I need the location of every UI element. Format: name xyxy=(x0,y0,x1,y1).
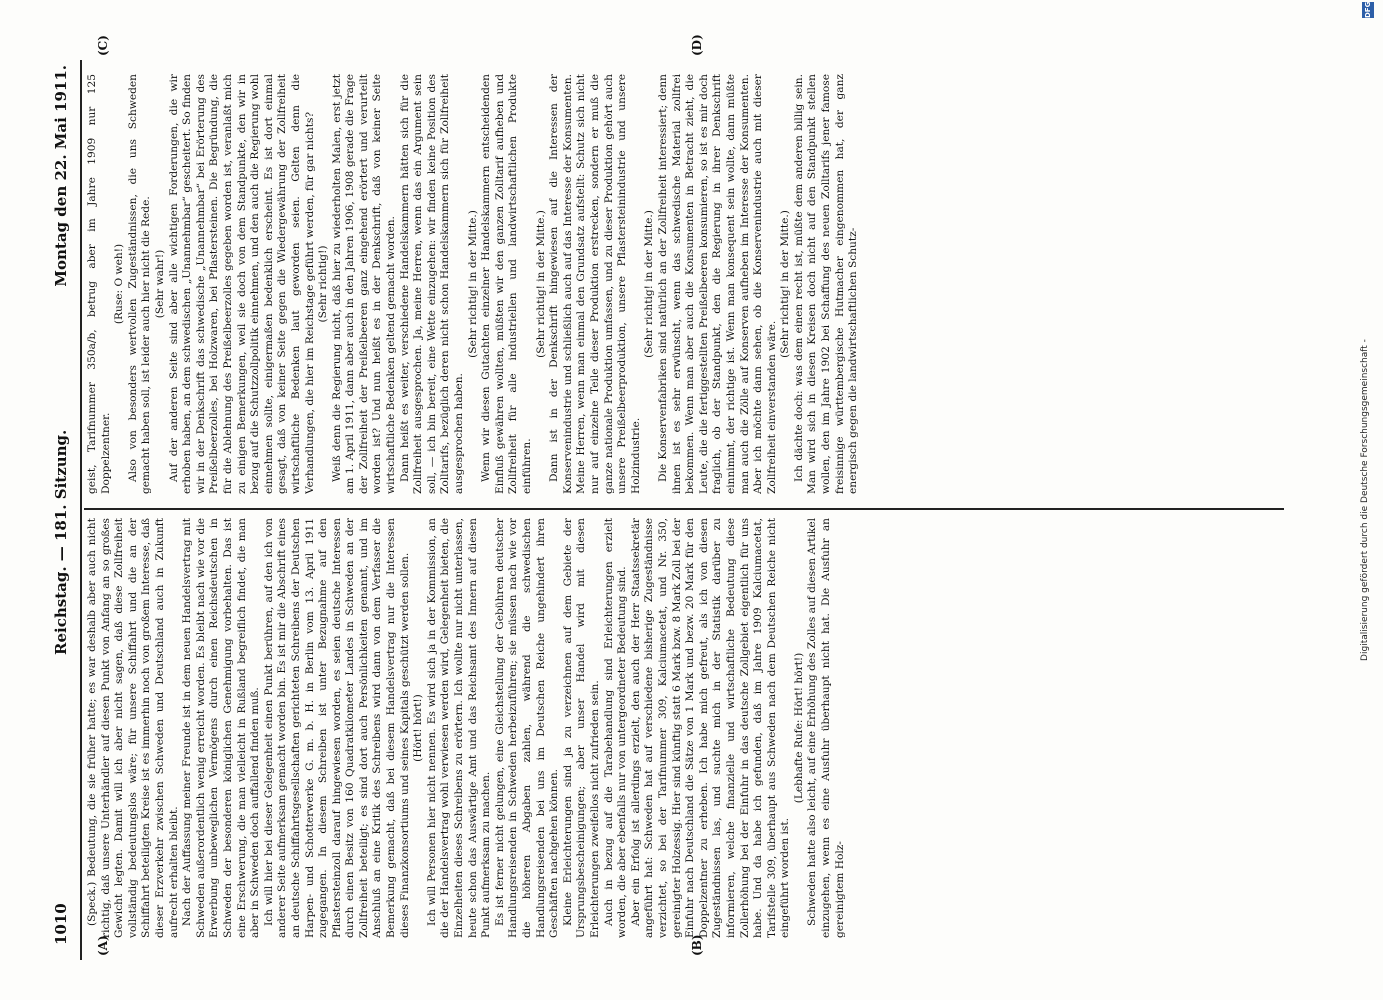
right-text-column xyxy=(86,74,1281,494)
paragraph: Auf der anderen Seite sind aber alle wichtigen Forderungen, die wir erhoben haben, an dem schwedischen „Unannehmbar“ gescheitert. So finden wir in der Denkschrift das schwedische „Unannehmbar“ bei Erörterung des Preißelbeerzolles, bei Holzwaren, bei Pflastersteinen. Die Begründung, die für die Ablehnung des Preißelbeerzolles gegeben worden ist, veranlaßt mich zu einigen Bemerkungen, weil sie doch von dem Standpunkte, den wir in bezug auf die Schutzzollpolitik einnehmen, und den auch die Regierung wohl einnehmen sollte, einigermaßen bedenklich erscheint. Es ist dort einmal gesagt, daß von keiner Seite gegen die Wiedergewährung der Zollfreiheit wirtschaftliche Bedenken laut geworden seien. Gelten denn die Verhandlungen, die hier im Reichstage geführt werden, für gar nichts? xyxy=(167,74,316,494)
paragraph: Es ist ferner nicht gelungen, eine Gleichstellung der Gebühren deutscher Handlungsreisenden in Schweden herbeizuführen; sie müssen nach wie vor die höheren Abgaben zahlen, während die schwedischen Handlungsreisenden bei uns im Deutschen Reiche ungehindert ihren Geschäften nachgehen können. xyxy=(493,518,561,938)
paragraph: geist, Tarifnummer 350a/b, betrug aber im Jahre 1909 nur 125 Doppelzentner. xyxy=(86,74,112,494)
paragraph: Nach der Auffassung meiner Freunde ist in dem neuen Handelsvertrag mit Schweden außerordentlich wenig erreicht worden. Es bleibt nach wie vor die Erwerbung unbeweglichen Vermögens durch einen Reichsdeutschen in Schweden der besonderen königlichen Genehmigung vorbehalten. Das ist eine Erschwerung, die man vielleicht in Rußland begreiflich findet, die man aber in Schweden doch auffallend finden muß. xyxy=(181,518,262,938)
paragraph: Ich will Personen hier nicht nennen. Es wird sich ja in der Kommission, an die der Handelsvertrag wohl verwiesen werden wird, Gelegenheit bieten, die Einzelheiten dieses Schreibens zu erörtern. Ich wollte nur nicht unterlassen, heute schon das Auswärtige Amt und das Reichsamt des Innern auf diesen Punkt aufmerksam zu machen. xyxy=(425,518,493,938)
interjection: (Sehr richtig!) xyxy=(317,245,330,323)
left-text-column xyxy=(86,518,1281,938)
column-divider xyxy=(84,508,1284,510)
paragraph: Auch in bezug auf die Tarabehandlung sind Erleichterungen erzielt worden, die aber ebenfalls nur von untergeordneter Bedeutung sind. xyxy=(602,518,629,938)
margin-mark-a: (A) xyxy=(96,935,110,956)
paragraph: Dann heißt es weiter, verschiedene Handelskammern hätten sich für die Zollfreiheit ausgesprochen. Ja, meine Herren, wenn das ein Argument sein soll, — ich bin bereit, eine Wette einzugehen: wir finden keine Position des Zolltarifs, bezüglich deren nicht schon Handelskammern sich für Zollfreiheit ausgesprochen haben. xyxy=(398,74,466,494)
interjection: (Hört! hört!) xyxy=(412,694,425,762)
paragraph: Kleine Erleichterungen sind ja zu verzeichnen auf dem Gebiete der Ursprungsbescheinigungen; aber unser Handel wird mit diesen Erleichterungen zweifellos nicht zufrieden sein. xyxy=(561,518,601,938)
paragraph: Wenn wir diesen Gutachten einzelner Handelskammern entscheidenden Einfluß gewähren wollten, müßten wir den ganzen Zolltarif aufheben und Zollfreiheit für alle industriellen und landwirtschaftlichen Produkte einführen. xyxy=(480,74,533,494)
interjection: (Sehr richtig! in der Mitte.) xyxy=(466,210,479,358)
header-rule xyxy=(80,60,82,960)
interjection: (Sehr richtig! in der Mitte.) xyxy=(534,210,547,358)
paragraph: Ich will hier bei dieser Gelegenheit einen Punkt berühren, auf den ich von anderer Seite aufmerksam gemacht worden bin. Es ist mir die Abschrift eines an deutsche Schiffahrtsgesellschaften gerichteten Schreibens der Deutschen Harpen- und Schotterwerke G. m. b. H. in Berlin vom 13. April 1911 zugegangen. In diesem Schreiben ist unter Bezugnahme auf den Pflastersteinzoll darauf hingewiesen worden, es seien deutsche Interessen durch einen Besitz von 160 Quadratkilometer Landes in Schweden an der Zollfreiheit beteiligt; es sind dort auch Persönlichkeiten genannt, und im Anschluß an eine Kritik des Schreibens wird dann von dem Verfasser die Bemerkung gemacht, daß bei diesem Handelsvertrag nur die Interessen dieses Finanzkonsortiums und seines Kapitals geschützt werden sollen. xyxy=(262,518,411,938)
interjection: (Lebhafte Rufe: Hört! hört!) xyxy=(792,652,805,804)
interjection: (Sehr wahr!) xyxy=(153,249,166,319)
digitization-credit: Digitalisierung gefördert durch die Deutsche Forschungsgemeinschaft - xyxy=(1360,339,1370,661)
session-title: Reichstag. — 181. Sitzung. xyxy=(52,429,70,655)
paragraph: Ich dächte doch: was dem einen recht ist, müßte dem anderen billig sein. Man wird sich in diesen Kreisen doch nicht auf den Standpunkt stellen wollen, den im Jahre 1902 bei Schaffung des neuen Zolltarifs jener famose freisinnige württembergische Hutmacher eingenommen hat, der ganz energisch gegen die landwirtschaftlichen Schutz- xyxy=(792,74,860,494)
paragraph: (Speck.) Bedeutung, die sie früher hatte; es war deshalb aber auch nicht richtig, daß unsere Unterhändler auf diesen Punkt von Anfang an so großes Gewicht legten. Damit will ich aber nicht sagen, daß diese Zollfreiheit vollständig bedeutungslos wäre; für unsere Schiffahrt und die an der Schiffahrt beteiligten Kreise ist es immerhin noch von großem Interesse, daß dieser Erzverkehr zwischen Schweden und Deutschland auch in Zukunft aufrecht erhalten bleibt. xyxy=(86,518,180,938)
paragraph: Aber ein Erfolg ist allerdings erzielt, den auch der Herr Staatssekretär angeführt hat: Schweden hat auf verschiedene bisherige Zugeständnisse verzichtet, so bei der Tarifnummer 309, Kalciumacetat, und Nr. 350, gereinigter Holzessig. Hier sind künftig statt 6 Mark bzw. 8 Mark Zoll bei der Einfuhr nach Deutschland die Sätze von 1 Mark und bezw. 20 Mark für den Doppelzentner zu erheben. Ich habe mich gefreut, als ich von diesen Zugeständnissen las, und suchte mich in der Statistik darüber zu informieren, welche finanzielle und wirtschaftliche Bedeutung diese Zollerhöhung bei der Einfuhr in das deutsche Zollgebiet eigentlich für uns habe. Und da habe ich gefunden, daß im Jahre 1909 Kalciumacetat, Tarifstelle 309, überhaupt aus Schweden nach dem Deutschen Reiche nicht eingeführt worden ist. xyxy=(629,518,792,938)
interjection: (Sehr richtig! in der Mitte.) xyxy=(779,210,792,358)
margin-mark-c: (C) xyxy=(96,35,110,56)
page-header xyxy=(48,65,76,945)
page-number: 1010 xyxy=(52,903,70,945)
interjection: (Sehr richtig! in der Mitte.) xyxy=(643,210,656,358)
paragraph: Also von besonders wertvollen Zugeständnissen, die uns Schweden gemacht haben soll, ist leider auch hier nicht die Rede. xyxy=(126,74,153,494)
paragraph: Weiß denn die Regierung nicht, daß hier zu wiederholten Malen, erst jetzt am 1. April 1911, dann aber auch in den Jahren 1906, 1908 gerade die Frage der Zollfreiheit der Preißelbeeren ganz eingehend erörtert und verurteilt worden ist? Und nun heißt es in der Denkschrift, daß von keiner Seite wirtschaftliche Bedenken geltend gemacht worden. xyxy=(330,74,398,494)
margin-mark-d: (D) xyxy=(690,34,704,56)
session-date: Montag den 22. Mai 1911. xyxy=(52,65,70,287)
paragraph: Schweden hatte also leicht, auf eine Erhöhung des Zolles auf diesen Artikel einzugehen, wenn es eine Ausfuhr überhaupt nicht hat. Die Ausfuhr an gereinigtem Holz- xyxy=(806,518,846,938)
dfg-logo: DFG xyxy=(1364,1,1372,18)
margin-mark-b: (B) xyxy=(690,934,704,956)
paragraph: Die Konservenfabriken sind natürlich an der Zollfreiheit interessiert; denn ihnen ist es sehr erwünscht, wenn das schwedische Material zollfrei bekommen. Wenn man aber auch die Konsumenten in Betracht zieht, die Leute, die die fertiggestellten Preißelbeeren konsumieren, so ist es mir doch fraglich, ob der Standpunkt, den die Regierung in ihrer Denkschrift einnimmt, der richtige ist. Wenn man konsequent sein wollte, dann müßte man auch die Zölle auf Konserven aufheben im Interesse der Konsumenten. Aber ich möchte dann sehen, ob die Konservenindustrie auch mit dieser Zollfreiheit einverstanden wäre. xyxy=(656,74,778,494)
interjection: (Ruse: O weh!) xyxy=(113,243,126,325)
paragraph: Dann ist in der Denkschrift hingewiesen auf die Interessen der Konservenindustrie und schließlich auch auf das Interesse der Konsumenten. Meine Herren, wenn man einmal den Grundsatz aufstellt: Schutz sich nicht nur auf einzelne Teile dieser Produktion erstrecken, sondern er muß die ganze nationale Produktion umfassen, und zu dieser Produktion gehört auch unsere Preißelbeerproduktion, unsere Pflastersteinindustrie und unsere Holzindustrie. xyxy=(548,74,642,494)
